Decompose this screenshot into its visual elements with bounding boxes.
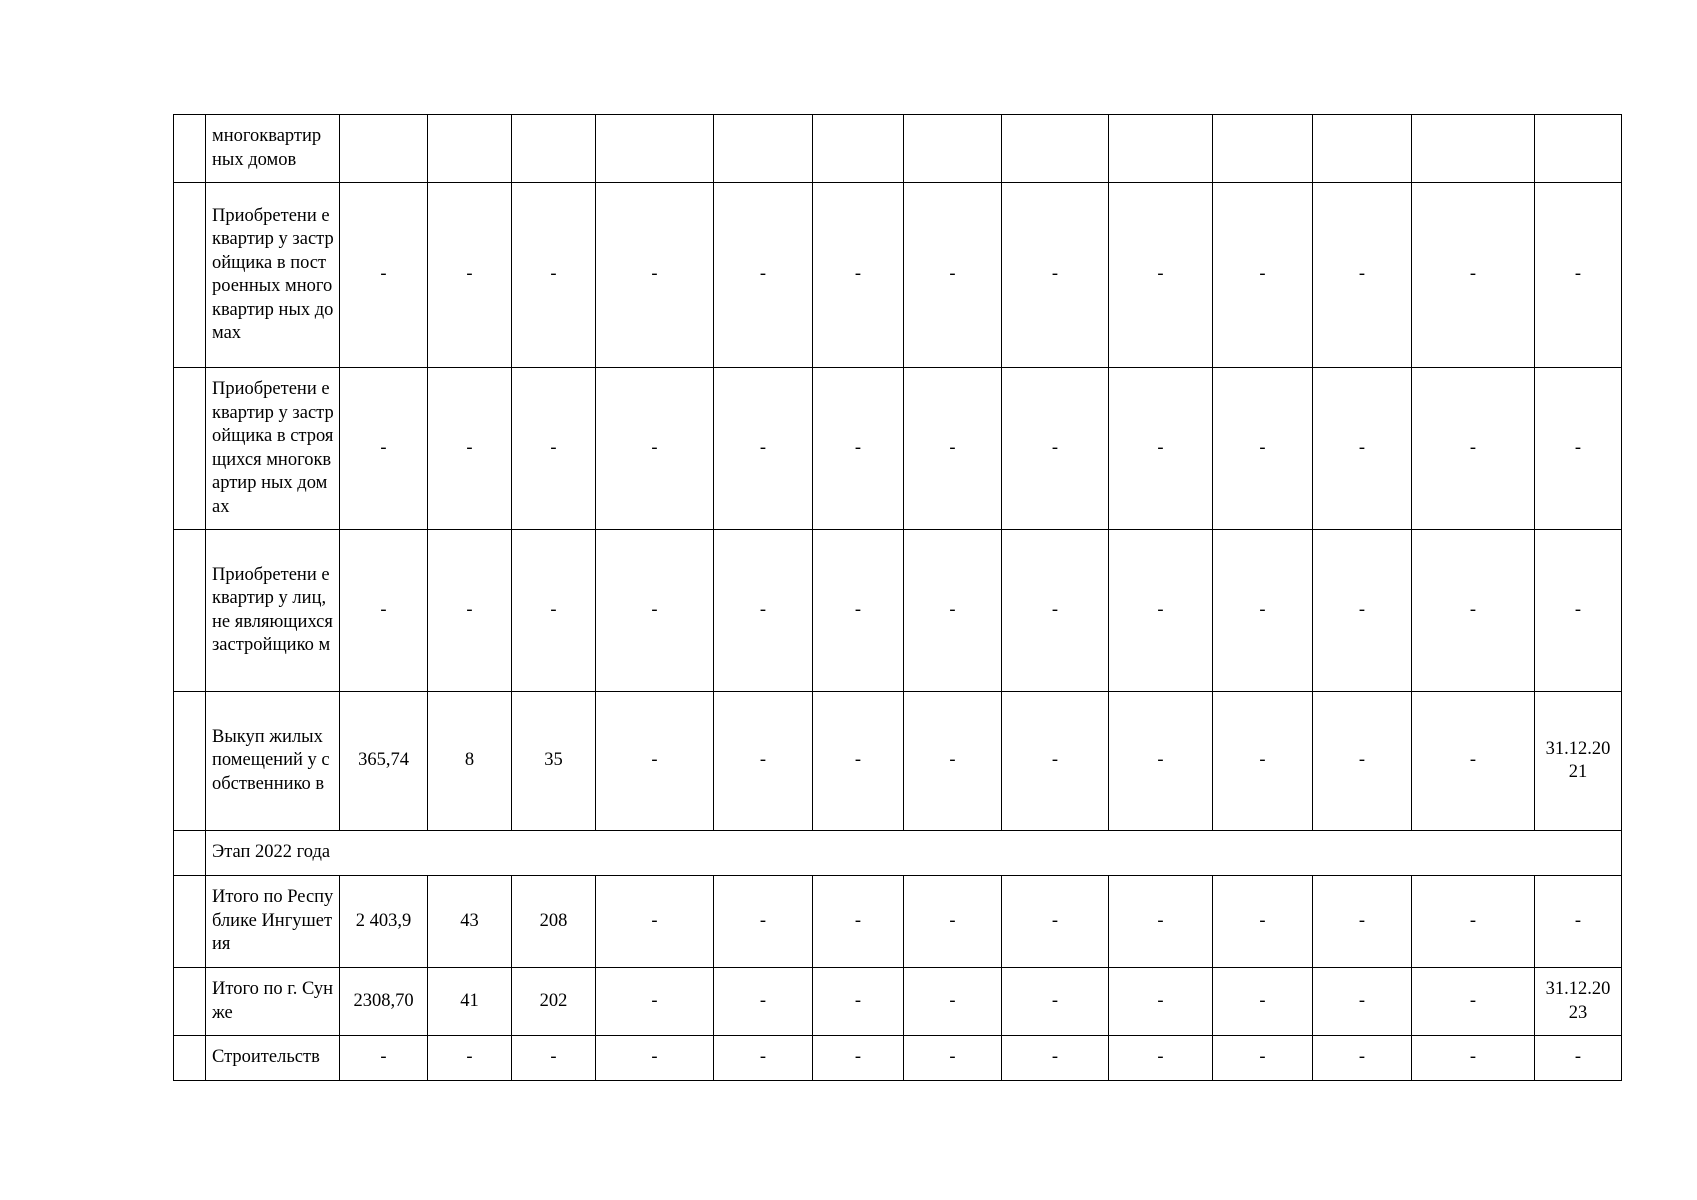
value-cell-col-10: - [1213, 530, 1313, 692]
value-cell-col-12: - [1412, 692, 1535, 831]
value-cell-col-10: - [1213, 968, 1313, 1036]
value-cell-col-1: - [340, 183, 428, 368]
value-cell-col-2 [428, 115, 512, 183]
value-cell-col-3 [512, 115, 596, 183]
value-cell-col-10: - [1213, 876, 1313, 968]
row-number-cell [174, 831, 206, 876]
row-number-cell [174, 115, 206, 183]
value-cell-col-6: - [813, 968, 904, 1036]
value-cell-col-6: - [813, 530, 904, 692]
row-number-cell [174, 1036, 206, 1081]
value-cell-col-5: - [714, 876, 813, 968]
value-cell-col-10: - [1213, 183, 1313, 368]
value-cell-col-12: - [1412, 968, 1535, 1036]
value-cell-col-1: 2308,70 [340, 968, 428, 1036]
value-cell-col-12: - [1412, 530, 1535, 692]
value-cell-col-11: - [1313, 1036, 1412, 1081]
value-cell-col-8: - [1002, 530, 1109, 692]
value-cell-col-10: - [1213, 692, 1313, 831]
value-cell-col-6: - [813, 368, 904, 530]
value-cell-col-8: - [1002, 876, 1109, 968]
value-cell-col-7: - [904, 876, 1002, 968]
value-cell-col-7: - [904, 1036, 1002, 1081]
value-cell-col-7: - [904, 183, 1002, 368]
value-cell-col-9: - [1109, 876, 1213, 968]
value-cell-col-7: - [904, 368, 1002, 530]
value-cell-col-11: - [1313, 968, 1412, 1036]
table-row [174, 115, 1622, 183]
value-cell-col-10: - [1213, 1036, 1313, 1081]
value-cell-col-1: 365,74 [340, 692, 428, 831]
value-cell-col-11: - [1313, 876, 1412, 968]
value-cell-col-2: 41 [428, 968, 512, 1036]
value-cell-col-4 [596, 115, 714, 183]
value-cell-col-12: - [1412, 183, 1535, 368]
value-cell-col-1 [340, 115, 428, 183]
activity-name-cell: многоквартир ных домов [206, 115, 340, 183]
value-cell-col-11: - [1313, 368, 1412, 530]
activity-name-cell: Приобретени е квартир у застройщика в построенных многоквартир ных домах [206, 183, 340, 368]
value-cell-col-7: - [904, 692, 1002, 831]
value-cell-col-9: - [1109, 183, 1213, 368]
value-cell-col-4: - [596, 876, 714, 968]
table-row [174, 183, 1622, 368]
stage-title-cell: Этап 2022 года [206, 831, 1622, 876]
value-cell-col-3: - [512, 530, 596, 692]
row-number-cell [174, 530, 206, 692]
value-cell-col-7: - [904, 968, 1002, 1036]
activity-name-cell: Строительств [206, 1036, 340, 1081]
value-cell-col-5: - [714, 1036, 813, 1081]
table-body [174, 115, 1622, 1081]
value-cell-col-12: - [1412, 876, 1535, 968]
value-cell-col-6: - [813, 692, 904, 831]
value-cell-col-9 [1109, 115, 1213, 183]
table-row [174, 968, 1622, 1036]
value-cell-col-2: - [428, 530, 512, 692]
value-cell-col-4: - [596, 368, 714, 530]
value-cell-col-11 [1313, 115, 1412, 183]
value-cell-col-4: - [596, 968, 714, 1036]
value-cell-col-13 [1535, 115, 1622, 183]
value-cell-col-9: - [1109, 692, 1213, 831]
value-cell-col-10 [1213, 115, 1313, 183]
value-cell-col-13: 31.12.20 23 [1535, 968, 1622, 1036]
value-cell-col-11: - [1313, 530, 1412, 692]
value-cell-col-12: - [1412, 1036, 1535, 1081]
value-cell-col-13: - [1535, 530, 1622, 692]
value-cell-col-2: - [428, 183, 512, 368]
value-cell-col-5 [714, 115, 813, 183]
value-cell-col-5: - [714, 368, 813, 530]
value-cell-col-7: - [904, 530, 1002, 692]
value-cell-col-6 [813, 115, 904, 183]
value-cell-col-3: - [512, 368, 596, 530]
program-stage-table [173, 114, 1622, 1081]
row-number-cell [174, 876, 206, 968]
value-cell-col-13: - [1535, 183, 1622, 368]
row-number-cell [174, 368, 206, 530]
stage-header-row [174, 831, 1622, 876]
value-cell-col-12 [1412, 115, 1535, 183]
value-cell-col-13: - [1535, 1036, 1622, 1081]
value-cell-col-1: 2 403,9 [340, 876, 428, 968]
value-cell-col-9: - [1109, 368, 1213, 530]
value-cell-col-8: - [1002, 1036, 1109, 1081]
value-cell-col-6: - [813, 876, 904, 968]
table-row [174, 692, 1622, 831]
value-cell-col-13: - [1535, 876, 1622, 968]
value-cell-col-8: - [1002, 968, 1109, 1036]
value-cell-col-11: - [1313, 183, 1412, 368]
row-number-cell [174, 692, 206, 831]
table-row [174, 368, 1622, 530]
value-cell-col-7 [904, 115, 1002, 183]
value-cell-col-9: - [1109, 1036, 1213, 1081]
table-row [174, 530, 1622, 692]
value-cell-col-5: - [714, 183, 813, 368]
value-cell-col-1: - [340, 530, 428, 692]
table-row [174, 1036, 1622, 1081]
value-cell-col-5: - [714, 692, 813, 831]
value-cell-col-3: - [512, 183, 596, 368]
value-cell-col-3: 208 [512, 876, 596, 968]
value-cell-col-6: - [813, 183, 904, 368]
row-number-cell [174, 183, 206, 368]
value-cell-col-9: - [1109, 530, 1213, 692]
value-cell-col-2: 43 [428, 876, 512, 968]
value-cell-col-13: 31.12.20 21 [1535, 692, 1622, 831]
activity-name-cell: Итого по Республике Ингушетия [206, 876, 340, 968]
value-cell-col-3: 35 [512, 692, 596, 831]
table-row [174, 876, 1622, 968]
value-cell-col-10: - [1213, 368, 1313, 530]
value-cell-col-3: - [512, 1036, 596, 1081]
value-cell-col-4: - [596, 692, 714, 831]
activity-name-cell: Выкуп жилых помещений у собственнико в [206, 692, 340, 831]
value-cell-col-8: - [1002, 183, 1109, 368]
value-cell-col-9: - [1109, 968, 1213, 1036]
value-cell-col-2: - [428, 1036, 512, 1081]
value-cell-col-6: - [813, 1036, 904, 1081]
activity-name-cell: Приобретени е квартир у застройщика в строящихся многоквартир ных домах [206, 368, 340, 530]
value-cell-col-3: 202 [512, 968, 596, 1036]
value-cell-col-2: 8 [428, 692, 512, 831]
value-cell-col-4: - [596, 183, 714, 368]
value-cell-col-4: - [596, 1036, 714, 1081]
value-cell-col-2: - [428, 368, 512, 530]
row-number-cell [174, 968, 206, 1036]
activity-name-cell: Итого по г. Сунже [206, 968, 340, 1036]
value-cell-col-8: - [1002, 692, 1109, 831]
value-cell-col-11: - [1313, 692, 1412, 831]
value-cell-col-1: - [340, 368, 428, 530]
value-cell-col-4: - [596, 530, 714, 692]
value-cell-col-13: - [1535, 368, 1622, 530]
value-cell-col-8 [1002, 115, 1109, 183]
activity-name-cell: Приобретени е квартир у лиц, не являющихся застройщико м [206, 530, 340, 692]
value-cell-col-5: - [714, 530, 813, 692]
value-cell-col-5: - [714, 968, 813, 1036]
value-cell-col-12: - [1412, 368, 1535, 530]
value-cell-col-1: - [340, 1036, 428, 1081]
value-cell-col-8: - [1002, 368, 1109, 530]
